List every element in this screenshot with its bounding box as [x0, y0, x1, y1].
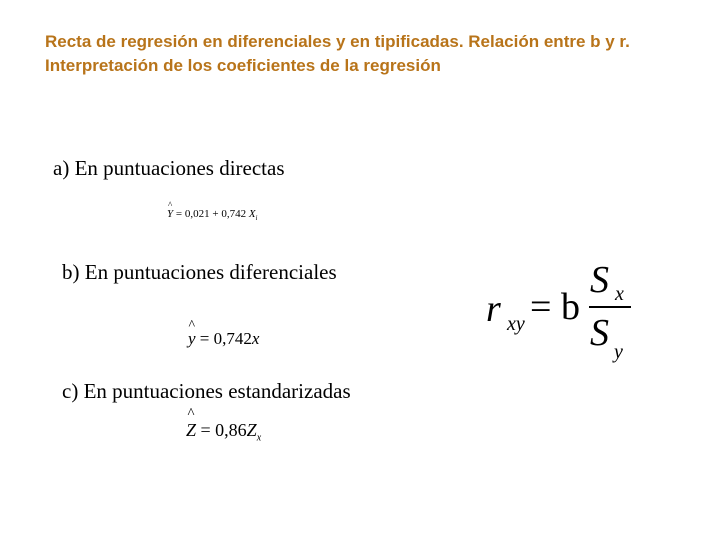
- fraction-bar: [589, 306, 631, 308]
- eq-b-lhs: ^ y: [188, 329, 196, 349]
- formula-r: r: [486, 288, 501, 330]
- formula-equals: =: [530, 286, 552, 328]
- slide-title: Recta de regresión en diferenciales y en tipificadas. Relación entre b y r. Interpretación de los coeficientes de la regresión: [45, 32, 630, 75]
- eq-c-var: Z: [246, 420, 257, 440]
- eq-a-coef: 0,742: [221, 208, 247, 220]
- section-b-label: b) En puntuaciones diferenciales: [62, 260, 337, 284]
- eq-c-coef: 0,86: [215, 420, 247, 440]
- equation-differential: ^ y = 0,742x: [188, 329, 259, 349]
- eq-a-var: X: [248, 208, 256, 220]
- equation-direct: ^ Y = 0,021 + 0,742 $X_i$: [167, 208, 258, 222]
- eq-c-lhs: ^ Z: [186, 420, 196, 441]
- eq-a-const: 0,021: [184, 208, 210, 220]
- section-a-label: a) En puntuaciones directas: [53, 156, 285, 180]
- eq-b-coef: 0,742: [213, 329, 252, 348]
- eq-a-sub: i: [255, 214, 258, 223]
- eq-a-lhs: ^ Y: [167, 208, 173, 220]
- formula-denominator: S: [590, 312, 609, 354]
- eq-b-var: x: [251, 329, 260, 348]
- formula-b: b: [561, 286, 580, 328]
- formula-numerator: S: [590, 259, 609, 301]
- formula-r-sub: xy: [507, 313, 525, 335]
- formula-denominator-sub: y: [614, 341, 623, 363]
- correlation-formula: [484, 258, 644, 368]
- section-c-label: c) En puntuaciones estandarizadas: [62, 379, 351, 403]
- eq-a-op: +: [212, 208, 219, 220]
- eq-c-sub: x: [256, 432, 262, 444]
- equation-standardized: ^ $Z = 0,86Z_x$: [186, 420, 261, 444]
- formula-numerator-sub: x: [615, 283, 624, 305]
